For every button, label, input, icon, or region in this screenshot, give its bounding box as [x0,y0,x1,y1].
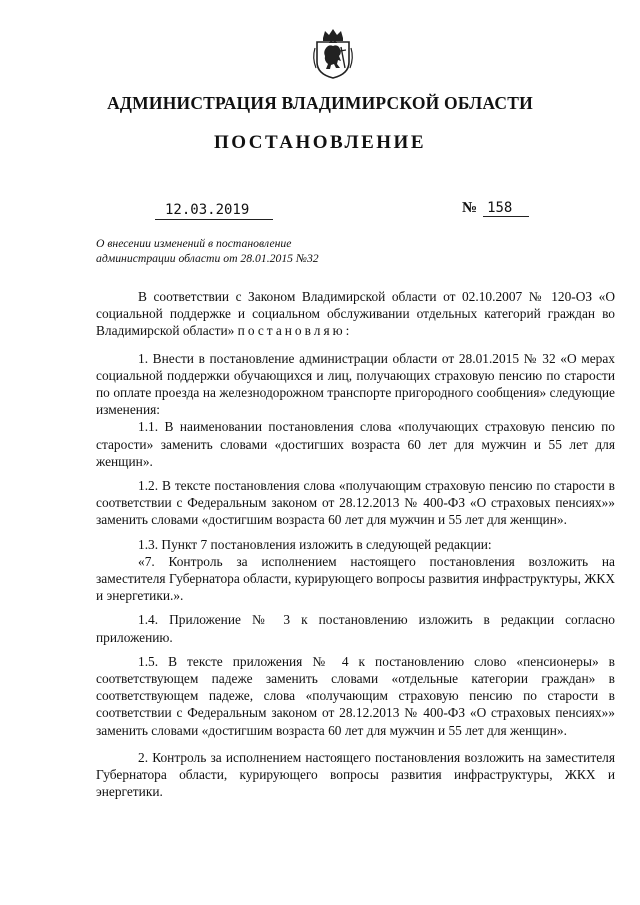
preamble-text: В соответствии с Законом Владимирской области от 02.10.2007 № 120-ОЗ «О социальной поддержке и социальном обслуживании отдельных категорий граждан во Владимирской области» [96,289,615,339]
document-subject [96,236,396,266]
subject-line-1: О внесении изменений в постановление [96,237,292,250]
vladimir-region-coat-of-arms-icon [311,28,355,80]
document-type-title: ПОСТАНОВЛЕНИЕ [213,132,427,153]
paragraph-1: 1. Внести в постановление администрации области от 28.01.2015 № 32 «О мерах социальной поддержки обучающихся и лиц, получающих страховую пенсию по старости по оплате проезда на железнодорожном транспорте пригородного сообщения» следующие изменения: [96,350,615,418]
paragraph-1-4: 1.4. Приложение № 3 к постановлению изложить в редакции согласно приложению. [96,612,615,645]
document-date: 12.03.2019 [155,202,273,220]
document-number-block [462,200,529,217]
document-number: 158 [483,200,529,217]
paragraph-2: 2. Контроль за исполнением настоящего постановления возложить на заместителя Губернатора области, курирующего вопросы развития инфраструктуры, ЖКХ и энергетики. [96,749,615,800]
document-body [96,288,615,800]
paragraph-1-2: 1.2. В тексте постановления слова «получающим страховую пенсию по старости в соответствии с Федеральным законом от 28.12.2013 № 400-ФЗ «О страховых пенсиях»» заменить словами «достигшим возраста 60 лет для мужчин и 55 лет для женщин». [96,478,615,528]
subject-line-2: администрации области от 28.01.2015 №32 [96,252,319,265]
organization-title: АДМИНИСТРАЦИЯ ВЛАДИМИРСКОЙ ОБЛАСТИ [107,93,533,113]
paragraph-1-1: 1.1. В наименовании постановления слова «получающих страховую пенсию по старости» заменить словами «достигших возраста 60 лет для мужчин и 55 лет для женщин». [96,419,615,469]
paragraph-1-3-quote: «7. Контроль за исполнением настоящего постановления возложить на заместителя Губернатора области, курирующего вопросы развития инфраструктуры, ЖКХ и энергетики.». [96,553,615,604]
preamble-decree-word: постановляю: [237,323,353,339]
number-sign: № [462,200,478,216]
paragraph-1-3: 1.3. Пункт 7 постановления изложить в следующей редакции: [138,536,492,552]
paragraph-1-5: 1.5. В тексте приложения № 4 к постановлению слово «пенсионеры» в соответствующем падеже заменить словами «отдельные категории граждан» в соответствующем падеже, слова «получающим страховую пенсию по старости в соответствии с Федеральным законом от 28.12.2013 № 400-ФЗ «О страховых пенсиях»» заменить словами «достигшим возраста 60 лет для мужчин и 55 лет для женщин». [96,653,615,738]
preamble [96,288,615,340]
